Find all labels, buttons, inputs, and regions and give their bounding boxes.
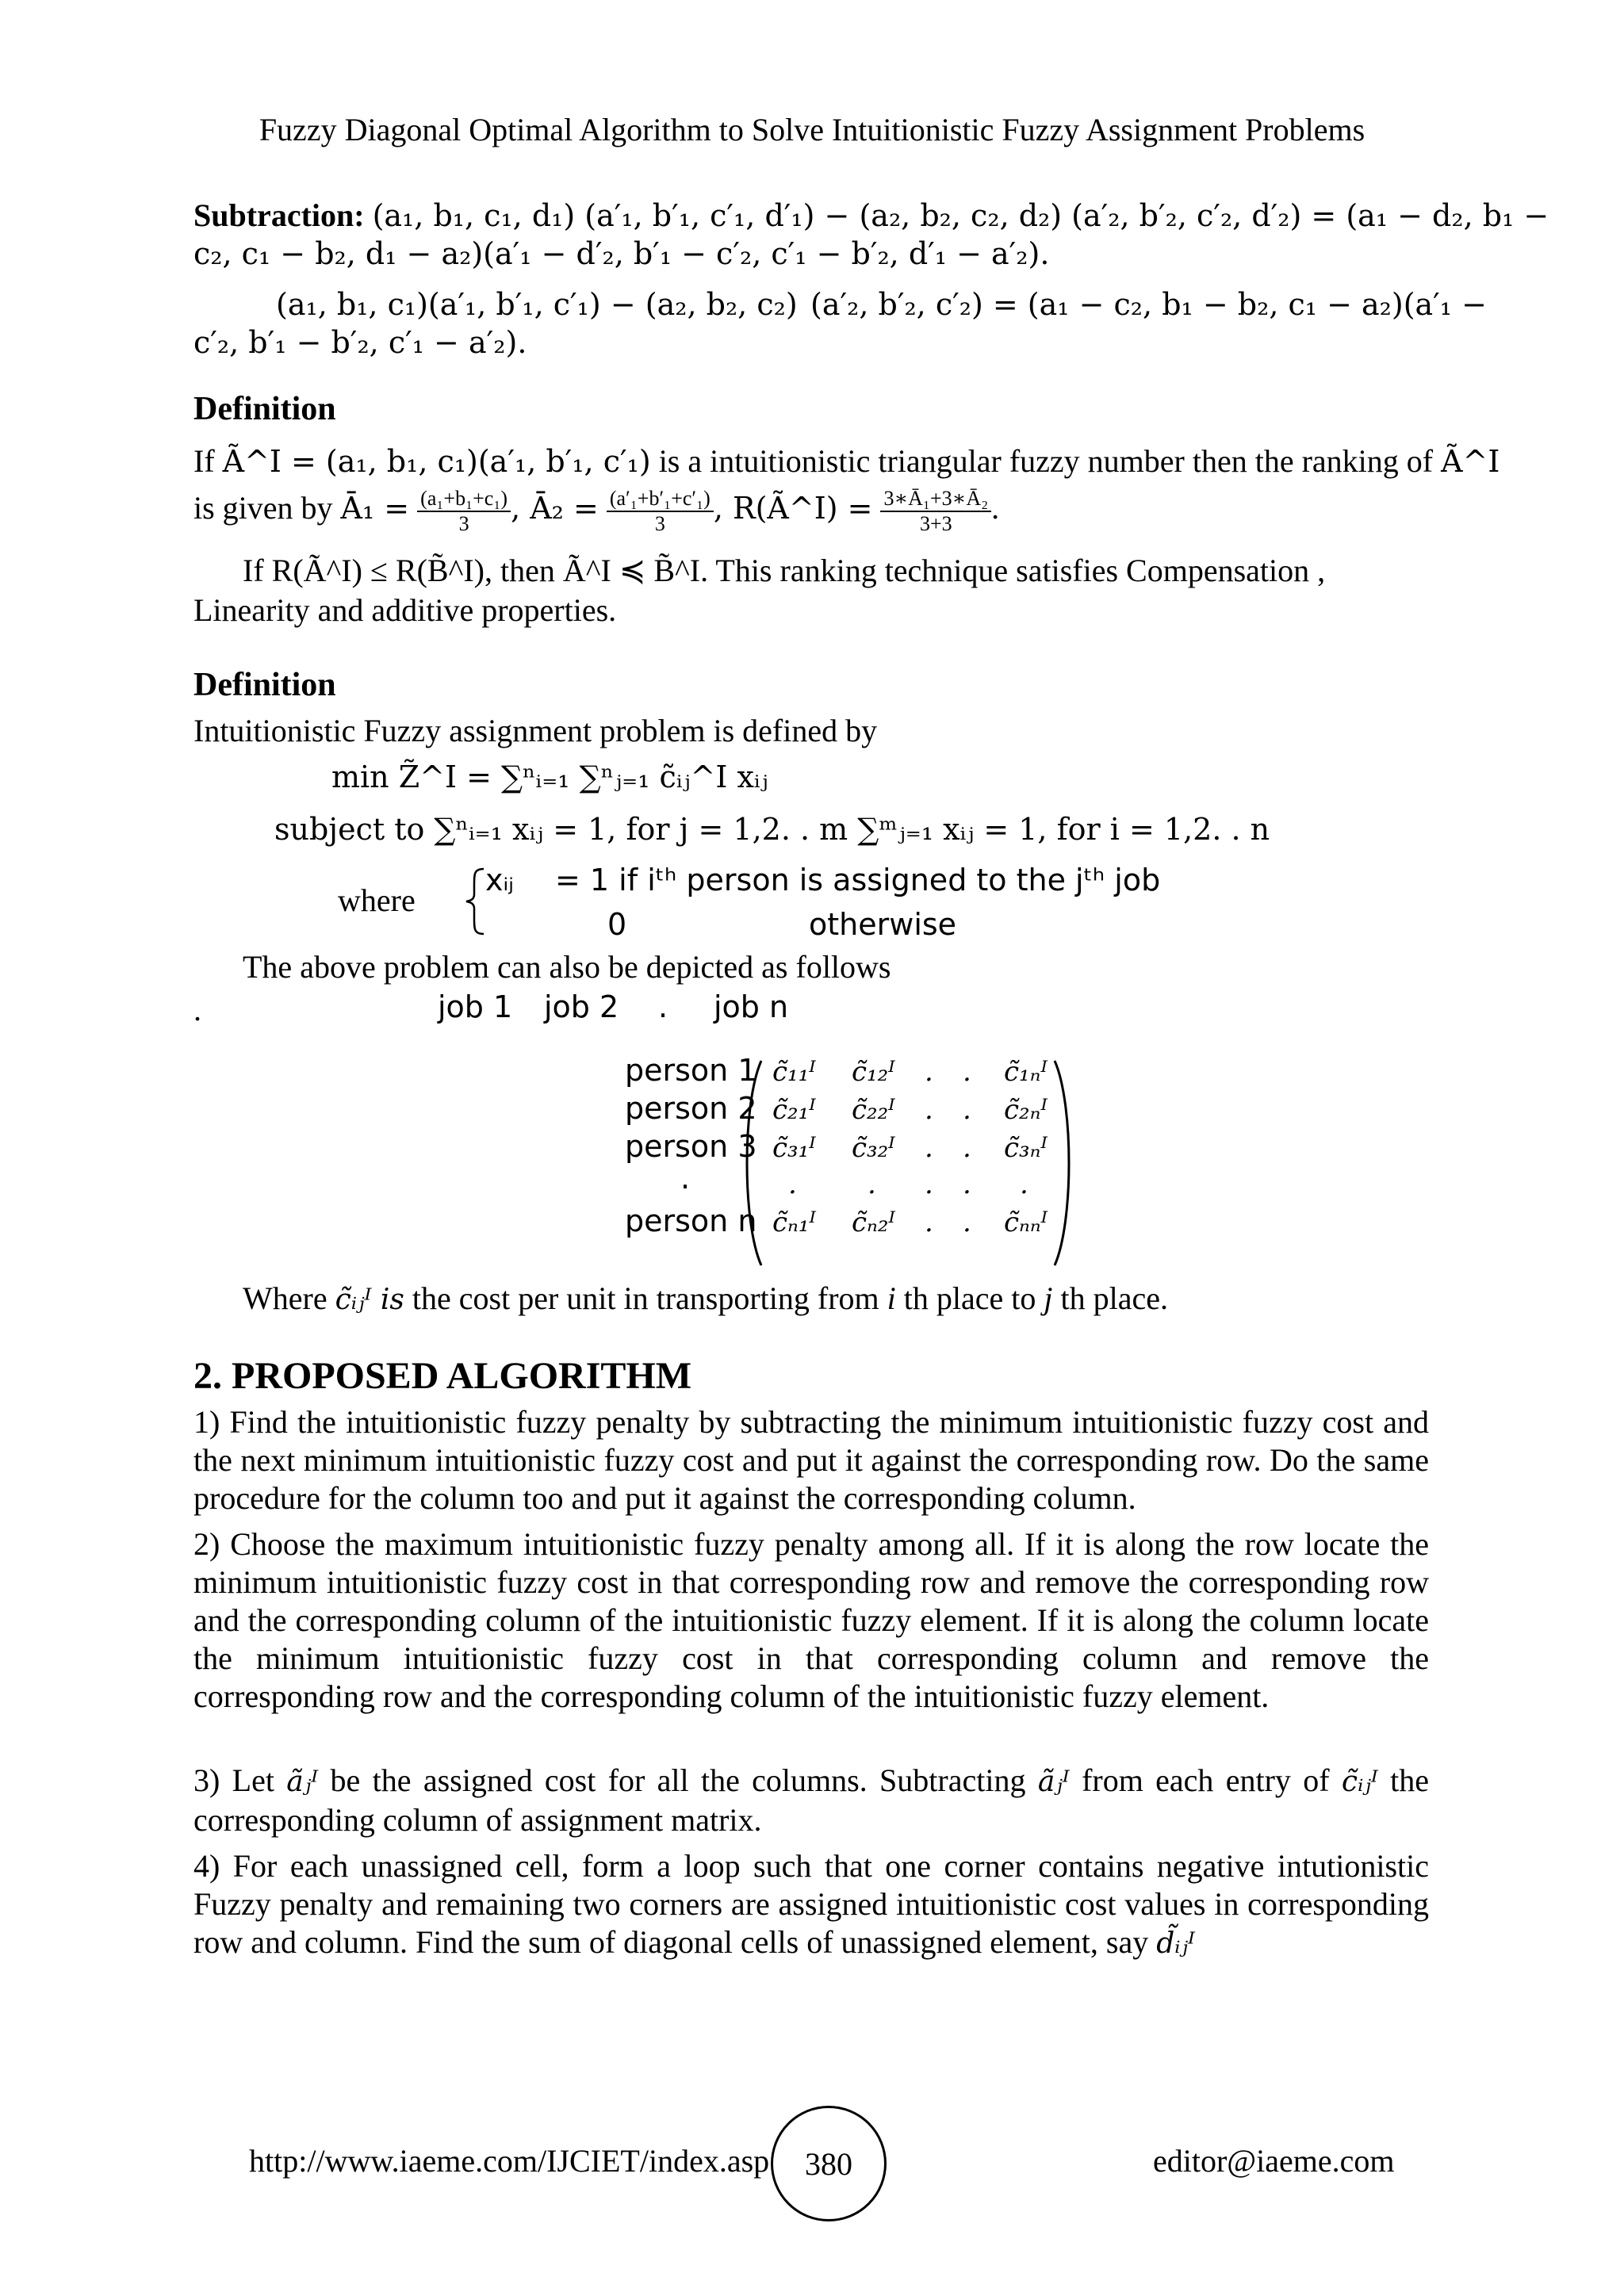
def1-text: is a intuitionistic triangular fuzzy number then the ranking of bbox=[650, 443, 1442, 479]
section-2-heading: 2. PROPOSED ALGORITHM bbox=[193, 1355, 692, 1397]
algorithm-step-1: 1) Find the intuitionistic fuzzy penalty by subtracting the minimum intuitionistic fuzzy cost and the next minimum intuitionistic fuzzy cost and put it against the corresponding row. Do the same procedure for the column too and put it against the corresponding column. bbox=[193, 1404, 1429, 1516]
matrix-cell: . bbox=[925, 1169, 933, 1200]
case-2-value: 0 bbox=[607, 907, 627, 942]
index-i: i bbox=[887, 1280, 896, 1316]
person-label-dot: . bbox=[680, 1161, 691, 1196]
matrix-cell: c̃₃₂ᴵ bbox=[852, 1132, 895, 1164]
definition-1-line-4: Linearity and additive properties. bbox=[193, 592, 617, 628]
def1-fuzzy-number: Ã^I = (a₁, b₁, c₁)(a′₁, b′₁, c′₁) bbox=[222, 444, 651, 479]
person-label-1: person 1 bbox=[625, 1053, 757, 1088]
person-label-2: person 2 bbox=[625, 1091, 757, 1126]
r-numerator: 3∗Ā₁+3∗Ā₂ bbox=[880, 487, 991, 512]
matrix-cell: . bbox=[868, 1169, 876, 1200]
matrix-cell: c̃₃₁ᴵ bbox=[772, 1132, 816, 1164]
page-number-text: 380 bbox=[805, 2145, 852, 2182]
matrix-cell: . bbox=[963, 1094, 971, 1126]
subtraction-line-3b: (a′₂, b′₂, c′₂) = (a₁ − c₂, b₁ − b₂, c₁ − a₂)(a′₁ − bbox=[810, 287, 1487, 322]
job-header-2: job 2 bbox=[544, 989, 619, 1024]
matrix-cell: . bbox=[925, 1056, 933, 1088]
algorithm-step-2: 2) Choose the maximum intuitionistic fuzzy penalty among all. If it is along the row locate the minimum intuitionistic fuzzy cost in that corresponding row and remove the corresponding row and the corresponding column of the intuitionistic fuzzy element. If it is along the column locate the minimum intuitionistic fuzzy cost in that corresponding column and remove the corresponding row and the corresponding column of the intuitionistic fuzzy element. bbox=[193, 1526, 1429, 1714]
matrix-cell: c̃ₙₙᴵ bbox=[1004, 1207, 1048, 1238]
definition-1-title: Definition bbox=[193, 391, 336, 427]
algorithm-step-4 bbox=[193, 1847, 1429, 1963]
matrix-cell: c̃₁ₙᴵ bbox=[1004, 1056, 1048, 1088]
matrix-cell: c̃₂₁ᴵ bbox=[772, 1094, 816, 1126]
cost-text-3: th place. bbox=[1052, 1280, 1169, 1316]
def1-if: If bbox=[193, 443, 223, 479]
definition-1-line-1 bbox=[193, 442, 1500, 480]
footer-url[interactable]: http://www.iaeme.com/IJCIET/index.asp bbox=[249, 2143, 770, 2179]
footer-email[interactable]: editor@iaeme.com bbox=[1153, 2143, 1395, 2179]
definition-1-line-2 bbox=[193, 487, 999, 536]
step3-text-a: 3) Let bbox=[193, 1762, 287, 1798]
def1-a1-fraction bbox=[417, 487, 511, 536]
matrix-cell: . bbox=[963, 1132, 971, 1164]
person-label-3: person 3 bbox=[625, 1129, 757, 1164]
index-j: j bbox=[1044, 1280, 1053, 1316]
def1-r-fraction bbox=[880, 487, 991, 536]
where-word: Where bbox=[243, 1280, 335, 1316]
job-header-1: job 1 bbox=[438, 989, 513, 1024]
matrix-cell: . bbox=[788, 1169, 797, 1200]
step4-d-tilde: d̃ᵢⱼᴵ bbox=[1156, 1927, 1195, 1960]
matrix-cell: c̃₂ₙᴵ bbox=[1004, 1094, 1048, 1126]
subtraction-line-1 bbox=[193, 197, 1549, 234]
dot-marker: . bbox=[193, 992, 201, 1027]
objective-function: min Z̃^I = ∑ⁿᵢ₌₁ ∑ⁿⱼ₌₁ c̃ᵢⱼ^I xᵢⱼ bbox=[331, 760, 768, 794]
matrix-cell: c̃₁₁ᴵ bbox=[772, 1056, 816, 1088]
depict-line: The above problem can also be depicted as follows bbox=[243, 949, 891, 985]
subtraction-label: Subtraction: bbox=[193, 197, 365, 233]
job-header-n: job n bbox=[714, 989, 789, 1024]
job-header-dot: . bbox=[658, 989, 668, 1024]
def1-r-lhs: , R(Ã^I) = bbox=[713, 491, 873, 526]
matrix-cell: . bbox=[963, 1056, 971, 1088]
step3-text-d: the corresponding column of assignment matrix. bbox=[193, 1762, 1429, 1838]
def1-A-tilde: Ã^I bbox=[1441, 444, 1500, 479]
step3-a-tilde-1: ãⱼᴵ bbox=[286, 1766, 319, 1798]
def1-a2-lhs: , Ā₂ = bbox=[511, 491, 599, 526]
def1-given-by: is given by bbox=[193, 490, 341, 526]
matrix-cell: c̃₂₂ᴵ bbox=[852, 1094, 895, 1126]
a1-numerator: (a₁+b₁+c₁) bbox=[417, 487, 511, 512]
subtraction-line-2: c₂, c₁ − b₂, d₁ − a₂)(a′₁ − d′₂, b′₁ − c′₂, c′₁ − b′₂, d′₁ − a′₂). bbox=[193, 236, 1050, 271]
matrix-cell: . bbox=[925, 1094, 933, 1126]
matrix-cell: . bbox=[925, 1132, 933, 1164]
step3-a-tilde-2: ãⱼᴵ bbox=[1037, 1766, 1070, 1798]
step3-text-b: be the assigned cost for all the columns. Subtracting bbox=[318, 1762, 1038, 1798]
running-header: Fuzzy Diagonal Optimal Algorithm to Solve Intuitionistic Fuzzy Assignment Problems bbox=[259, 112, 1365, 147]
cost-description bbox=[243, 1280, 1168, 1317]
matrix-cell: c̃ₙ₂ᴵ bbox=[852, 1207, 895, 1238]
matrix-cell: c̃₃ₙᴵ bbox=[1004, 1132, 1048, 1164]
page-number bbox=[771, 2106, 887, 2221]
definition-2-title: Definition bbox=[193, 667, 336, 703]
def1-period: . bbox=[991, 490, 1000, 526]
cost-matrix bbox=[737, 1056, 1078, 1270]
definition-2-intro: Intuitionistic Fuzzy assignment problem is defined by bbox=[193, 713, 878, 748]
matrix-cell: c̃₁₂ᴵ bbox=[852, 1056, 895, 1088]
cost-text-1: the cost per unit in transporting from bbox=[404, 1280, 887, 1316]
matrix-cell: . bbox=[1020, 1169, 1028, 1200]
algorithm-step-3 bbox=[193, 1762, 1429, 1839]
matrix-cell: . bbox=[963, 1169, 971, 1200]
a2-denominator: 3 bbox=[654, 512, 665, 535]
cost-text-2: th place to bbox=[895, 1280, 1044, 1316]
case-1-text: = 1 if iᵗʰ person is assigned to the jᵗʰ job bbox=[555, 863, 1161, 897]
def1-a1-lhs: Ā₁ = bbox=[340, 491, 410, 526]
subtraction-formula-1: (a₁, b₁, c₁, d₁) (a′₁, b′₁, c′₁, d′₁) − (a₂, b₂, c₂, d₂) (a′₂, b′₂, c′₂, d′₂) = (a₁ − d₂, b₁ − bbox=[372, 198, 1549, 233]
subtraction-line-4: c′₂, b′₁ − b′₂, c′₁ − a′₂). bbox=[193, 325, 527, 360]
step4-text: 4) For each unassigned cell, form a loop such that one corner contains negative intutionistic Fuzzy penalty and remaining two corners are assigned intuitionistic cost values in corresponding row and column. Find the sum of diagonal cells of unassigned element, say bbox=[193, 1848, 1429, 1960]
a1-denominator: 3 bbox=[458, 512, 469, 535]
person-label-n: person n bbox=[625, 1203, 757, 1238]
where-label: where bbox=[338, 882, 416, 918]
step3-c-tilde: c̃ᵢⱼᴵ bbox=[1341, 1766, 1378, 1798]
matrix-cell: . bbox=[963, 1207, 971, 1238]
matrix-cell: c̃ₙ₁ᴵ bbox=[772, 1207, 816, 1238]
left-brace-icon bbox=[463, 866, 487, 937]
def1-a2-fraction bbox=[607, 487, 714, 536]
step3-text-c: from each entry of bbox=[1069, 1762, 1342, 1798]
a2-numerator: (a′₁+b′₁+c′₁) bbox=[607, 487, 714, 512]
case-2-text: otherwise bbox=[809, 907, 957, 942]
case-1-variable: xᵢⱼ bbox=[485, 863, 514, 897]
subtraction-line-3a: (a₁, b₁, c₁)(a′₁, b′₁, c′₁) − (a₂, b₂, c₂) bbox=[276, 287, 798, 322]
matrix-cell: . bbox=[925, 1207, 933, 1238]
r-denominator: 3+3 bbox=[919, 512, 952, 535]
definition-1-line-3: If R(Ã^I) ≤ R(B̃^I), then Ã^I ≼ B̃^I. This ranking technique satisfies Compensation , bbox=[243, 553, 1326, 588]
cost-symbol: c̃ᵢⱼᴵ is bbox=[335, 1284, 404, 1316]
constraints: subject to ∑ⁿᵢ₌₁ xᵢⱼ = 1, for j = 1,2. . m ∑ᵐⱼ₌₁ xᵢⱼ = 1, for i = 1,2. . n bbox=[274, 812, 1270, 847]
